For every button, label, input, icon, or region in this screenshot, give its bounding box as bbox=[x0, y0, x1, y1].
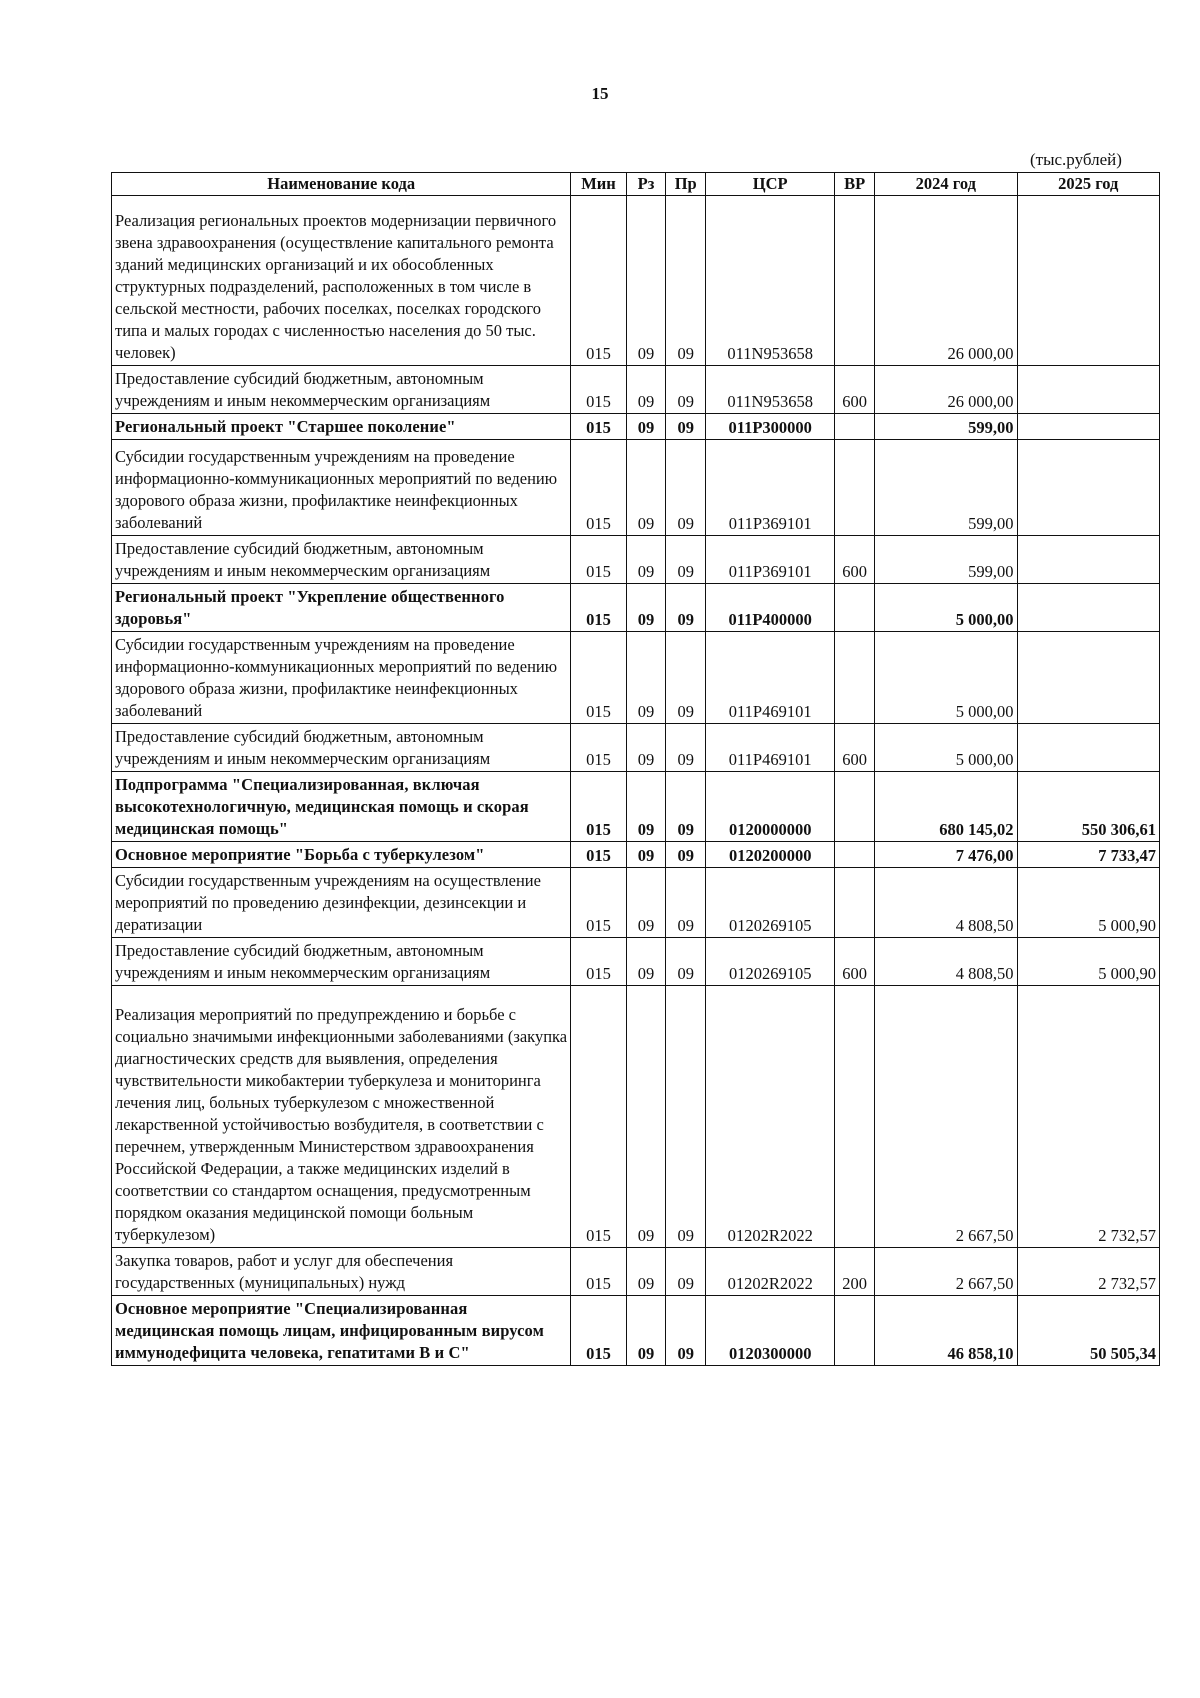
cell-vr bbox=[835, 842, 875, 868]
cell-vr bbox=[835, 584, 875, 632]
cell-min: 015 bbox=[571, 196, 626, 366]
cell-2024: 5 000,00 bbox=[875, 724, 1017, 772]
cell-rz: 09 bbox=[626, 414, 666, 440]
cell-2025: 5 000,90 bbox=[1017, 868, 1160, 938]
cell-csr: 011P369101 bbox=[706, 440, 835, 536]
cell-vr bbox=[835, 414, 875, 440]
cell-vr bbox=[835, 440, 875, 536]
cell-min: 015 bbox=[571, 632, 626, 724]
cell-rz: 09 bbox=[626, 986, 666, 1248]
cell-2025 bbox=[1017, 724, 1160, 772]
cell-min: 015 bbox=[571, 842, 626, 868]
cell-pr: 09 bbox=[666, 986, 706, 1248]
table-row bbox=[112, 414, 1160, 440]
table-row bbox=[112, 938, 1160, 986]
cell-pr: 09 bbox=[666, 366, 706, 414]
cell-rz: 09 bbox=[626, 366, 666, 414]
cell-pr: 09 bbox=[666, 724, 706, 772]
cell-rz: 09 bbox=[626, 440, 666, 536]
table-row bbox=[112, 366, 1160, 414]
cell-name: Основное мероприятие "Специализированная медицинская помощь лицам, инфицированным вирусом иммунодефицита человека, гепатитами В и С" bbox=[112, 1296, 571, 1366]
cell-2025 bbox=[1017, 196, 1160, 366]
cell-pr: 09 bbox=[666, 938, 706, 986]
cell-pr: 09 bbox=[666, 440, 706, 536]
cell-2025: 2 732,57 bbox=[1017, 1248, 1160, 1296]
page-number: 15 bbox=[591, 84, 609, 103]
cell-csr: 0120269105 bbox=[706, 868, 835, 938]
cell-csr: 01202R2022 bbox=[706, 986, 835, 1248]
table-row bbox=[112, 1296, 1160, 1366]
cell-2025: 2 732,57 bbox=[1017, 986, 1160, 1248]
cell-name: Реализация региональных проектов модернизации первичного звена здравоохранения (осуществление капитального ремонта зданий медицинских организаций и их обособленных структурных подразделений, расположенных в том числе в сельской местности, рабочих поселках, поселках городского типа и малых городах с численностью населения до 50 тыс. человек) bbox=[112, 196, 571, 366]
budget-table bbox=[111, 172, 1160, 1366]
cell-vr bbox=[835, 986, 875, 1248]
cell-2024: 7 476,00 bbox=[875, 842, 1017, 868]
cell-pr: 09 bbox=[666, 196, 706, 366]
column-header-2025: 2025 год bbox=[1017, 173, 1160, 196]
cell-csr: 0120000000 bbox=[706, 772, 835, 842]
cell-min: 015 bbox=[571, 440, 626, 536]
table-row bbox=[112, 536, 1160, 584]
cell-name: Основное мероприятие "Борьба с туберкулезом" bbox=[112, 842, 571, 868]
cell-rz: 09 bbox=[626, 196, 666, 366]
unit-note: (тыс.рублей) bbox=[1030, 150, 1122, 169]
cell-rz: 09 bbox=[626, 1248, 666, 1296]
column-header-2024: 2024 год bbox=[875, 173, 1017, 196]
cell-vr bbox=[835, 772, 875, 842]
cell-rz: 09 bbox=[626, 1296, 666, 1366]
cell-rz: 09 bbox=[626, 938, 666, 986]
cell-vr: 600 bbox=[835, 724, 875, 772]
cell-name: Региональный проект "Старшее поколение" bbox=[112, 414, 571, 440]
column-header-csr: ЦСР bbox=[706, 173, 835, 196]
table-header-row bbox=[112, 173, 1160, 196]
cell-min: 015 bbox=[571, 772, 626, 842]
cell-csr: 0120200000 bbox=[706, 842, 835, 868]
cell-2025 bbox=[1017, 366, 1160, 414]
cell-2024: 2 667,50 bbox=[875, 1248, 1017, 1296]
cell-min: 015 bbox=[571, 986, 626, 1248]
table-row bbox=[112, 1248, 1160, 1296]
cell-2025 bbox=[1017, 584, 1160, 632]
cell-2024: 4 808,50 bbox=[875, 868, 1017, 938]
table-row bbox=[112, 724, 1160, 772]
cell-min: 015 bbox=[571, 584, 626, 632]
cell-pr: 09 bbox=[666, 842, 706, 868]
cell-2025 bbox=[1017, 536, 1160, 584]
column-header-min: Мин bbox=[571, 173, 626, 196]
cell-2024: 5 000,00 bbox=[875, 584, 1017, 632]
cell-2024: 599,00 bbox=[875, 440, 1017, 536]
cell-csr: 011P469101 bbox=[706, 632, 835, 724]
column-header-name: Наименование кода bbox=[112, 173, 571, 196]
cell-2024: 599,00 bbox=[875, 536, 1017, 584]
cell-rz: 09 bbox=[626, 632, 666, 724]
cell-2024: 4 808,50 bbox=[875, 938, 1017, 986]
table-row bbox=[112, 440, 1160, 536]
table-row bbox=[112, 986, 1160, 1248]
cell-pr: 09 bbox=[666, 868, 706, 938]
cell-min: 015 bbox=[571, 868, 626, 938]
table-row bbox=[112, 196, 1160, 366]
table-row bbox=[112, 584, 1160, 632]
cell-name: Региональный проект "Укрепление общественного здоровья" bbox=[112, 584, 571, 632]
cell-pr: 09 bbox=[666, 1296, 706, 1366]
table-body bbox=[112, 196, 1160, 1366]
column-header-rz: Рз bbox=[626, 173, 666, 196]
cell-min: 015 bbox=[571, 724, 626, 772]
column-header-pr: Пр bbox=[666, 173, 706, 196]
cell-2025: 50 505,34 bbox=[1017, 1296, 1160, 1366]
cell-vr: 200 bbox=[835, 1248, 875, 1296]
cell-name: Субсидии государственным учреждениям на проведение информационно-коммуникационных мероприятий по ведению здорового образа жизни, профилактике неинфекционных заболеваний bbox=[112, 440, 571, 536]
cell-vr bbox=[835, 196, 875, 366]
cell-vr bbox=[835, 1296, 875, 1366]
cell-pr: 09 bbox=[666, 632, 706, 724]
cell-2024: 26 000,00 bbox=[875, 366, 1017, 414]
cell-rz: 09 bbox=[626, 772, 666, 842]
cell-csr: 011P469101 bbox=[706, 724, 835, 772]
cell-csr: 011P400000 bbox=[706, 584, 835, 632]
cell-name: Предоставление субсидий бюджетным, автономным учреждениям и иным некоммерческим организациям bbox=[112, 366, 571, 414]
cell-2025: 5 000,90 bbox=[1017, 938, 1160, 986]
cell-name: Предоставление субсидий бюджетным, автономным учреждениям и иным некоммерческим организациям bbox=[112, 724, 571, 772]
cell-vr: 600 bbox=[835, 938, 875, 986]
column-header-vr: ВР bbox=[835, 173, 875, 196]
cell-2024: 680 145,02 bbox=[875, 772, 1017, 842]
cell-2024: 599,00 bbox=[875, 414, 1017, 440]
cell-csr: 011P369101 bbox=[706, 536, 835, 584]
cell-min: 015 bbox=[571, 938, 626, 986]
cell-name: Субсидии государственным учреждениям на осуществление мероприятий по проведению дезинфекции, дезинсекции и дератизации bbox=[112, 868, 571, 938]
cell-2024: 5 000,00 bbox=[875, 632, 1017, 724]
cell-rz: 09 bbox=[626, 536, 666, 584]
cell-2025: 7 733,47 bbox=[1017, 842, 1160, 868]
cell-2025 bbox=[1017, 632, 1160, 724]
cell-pr: 09 bbox=[666, 772, 706, 842]
table-row bbox=[112, 868, 1160, 938]
cell-vr: 600 bbox=[835, 366, 875, 414]
cell-name: Предоставление субсидий бюджетным, автономным учреждениям и иным некоммерческим организациям bbox=[112, 938, 571, 986]
cell-csr: 011N953658 bbox=[706, 196, 835, 366]
cell-2024: 2 667,50 bbox=[875, 986, 1017, 1248]
cell-min: 015 bbox=[571, 1248, 626, 1296]
cell-2025 bbox=[1017, 414, 1160, 440]
cell-vr bbox=[835, 868, 875, 938]
cell-name: Закупка товаров, работ и услуг для обеспечения государственных (муниципальных) нужд bbox=[112, 1248, 571, 1296]
cell-2025 bbox=[1017, 440, 1160, 536]
cell-min: 015 bbox=[571, 414, 626, 440]
table-row bbox=[112, 632, 1160, 724]
cell-csr: 011P300000 bbox=[706, 414, 835, 440]
cell-name: Субсидии государственным учреждениям на проведение информационно-коммуникационных мероприятий по ведению здорового образа жизни, профилактике неинфекционных заболеваний bbox=[112, 632, 571, 724]
cell-2025: 550 306,61 bbox=[1017, 772, 1160, 842]
cell-vr bbox=[835, 632, 875, 724]
cell-pr: 09 bbox=[666, 1248, 706, 1296]
table-row bbox=[112, 772, 1160, 842]
cell-rz: 09 bbox=[626, 724, 666, 772]
cell-name: Подпрограмма "Специализированная, включая высокотехнологичную, медицинская помощь и скорая медицинская помощь" bbox=[112, 772, 571, 842]
cell-pr: 09 bbox=[666, 584, 706, 632]
cell-name: Предоставление субсидий бюджетным, автономным учреждениям и иным некоммерческим организациям bbox=[112, 536, 571, 584]
cell-csr: 011N953658 bbox=[706, 366, 835, 414]
cell-pr: 09 bbox=[666, 414, 706, 440]
cell-2024: 26 000,00 bbox=[875, 196, 1017, 366]
cell-csr: 01202R2022 bbox=[706, 1248, 835, 1296]
cell-rz: 09 bbox=[626, 842, 666, 868]
table-row bbox=[112, 842, 1160, 868]
cell-name: Реализация мероприятий по предупреждению и борьбе с социально значимыми инфекционными заболеваниями (закупка диагностических средств для выявления, определения чувствительности микобактерии туберкулеза и мониторинга лечения лиц, больных туберкулезом с множественной лекарственной устойчивостью возбудителя, в соответствии с перечнем, утвержденным Министерством здравоохранения Российской Федерации, а также медицинских изделий в соответствии со стандартом оснащения, предусмотренным порядком оказания медицинской помощи больным туберкулезом) bbox=[112, 986, 571, 1248]
cell-rz: 09 bbox=[626, 868, 666, 938]
cell-pr: 09 bbox=[666, 536, 706, 584]
cell-vr: 600 bbox=[835, 536, 875, 584]
cell-min: 015 bbox=[571, 366, 626, 414]
cell-rz: 09 bbox=[626, 584, 666, 632]
cell-csr: 0120300000 bbox=[706, 1296, 835, 1366]
cell-min: 015 bbox=[571, 536, 626, 584]
cell-2024: 46 858,10 bbox=[875, 1296, 1017, 1366]
cell-csr: 0120269105 bbox=[706, 938, 835, 986]
cell-min: 015 bbox=[571, 1296, 626, 1366]
